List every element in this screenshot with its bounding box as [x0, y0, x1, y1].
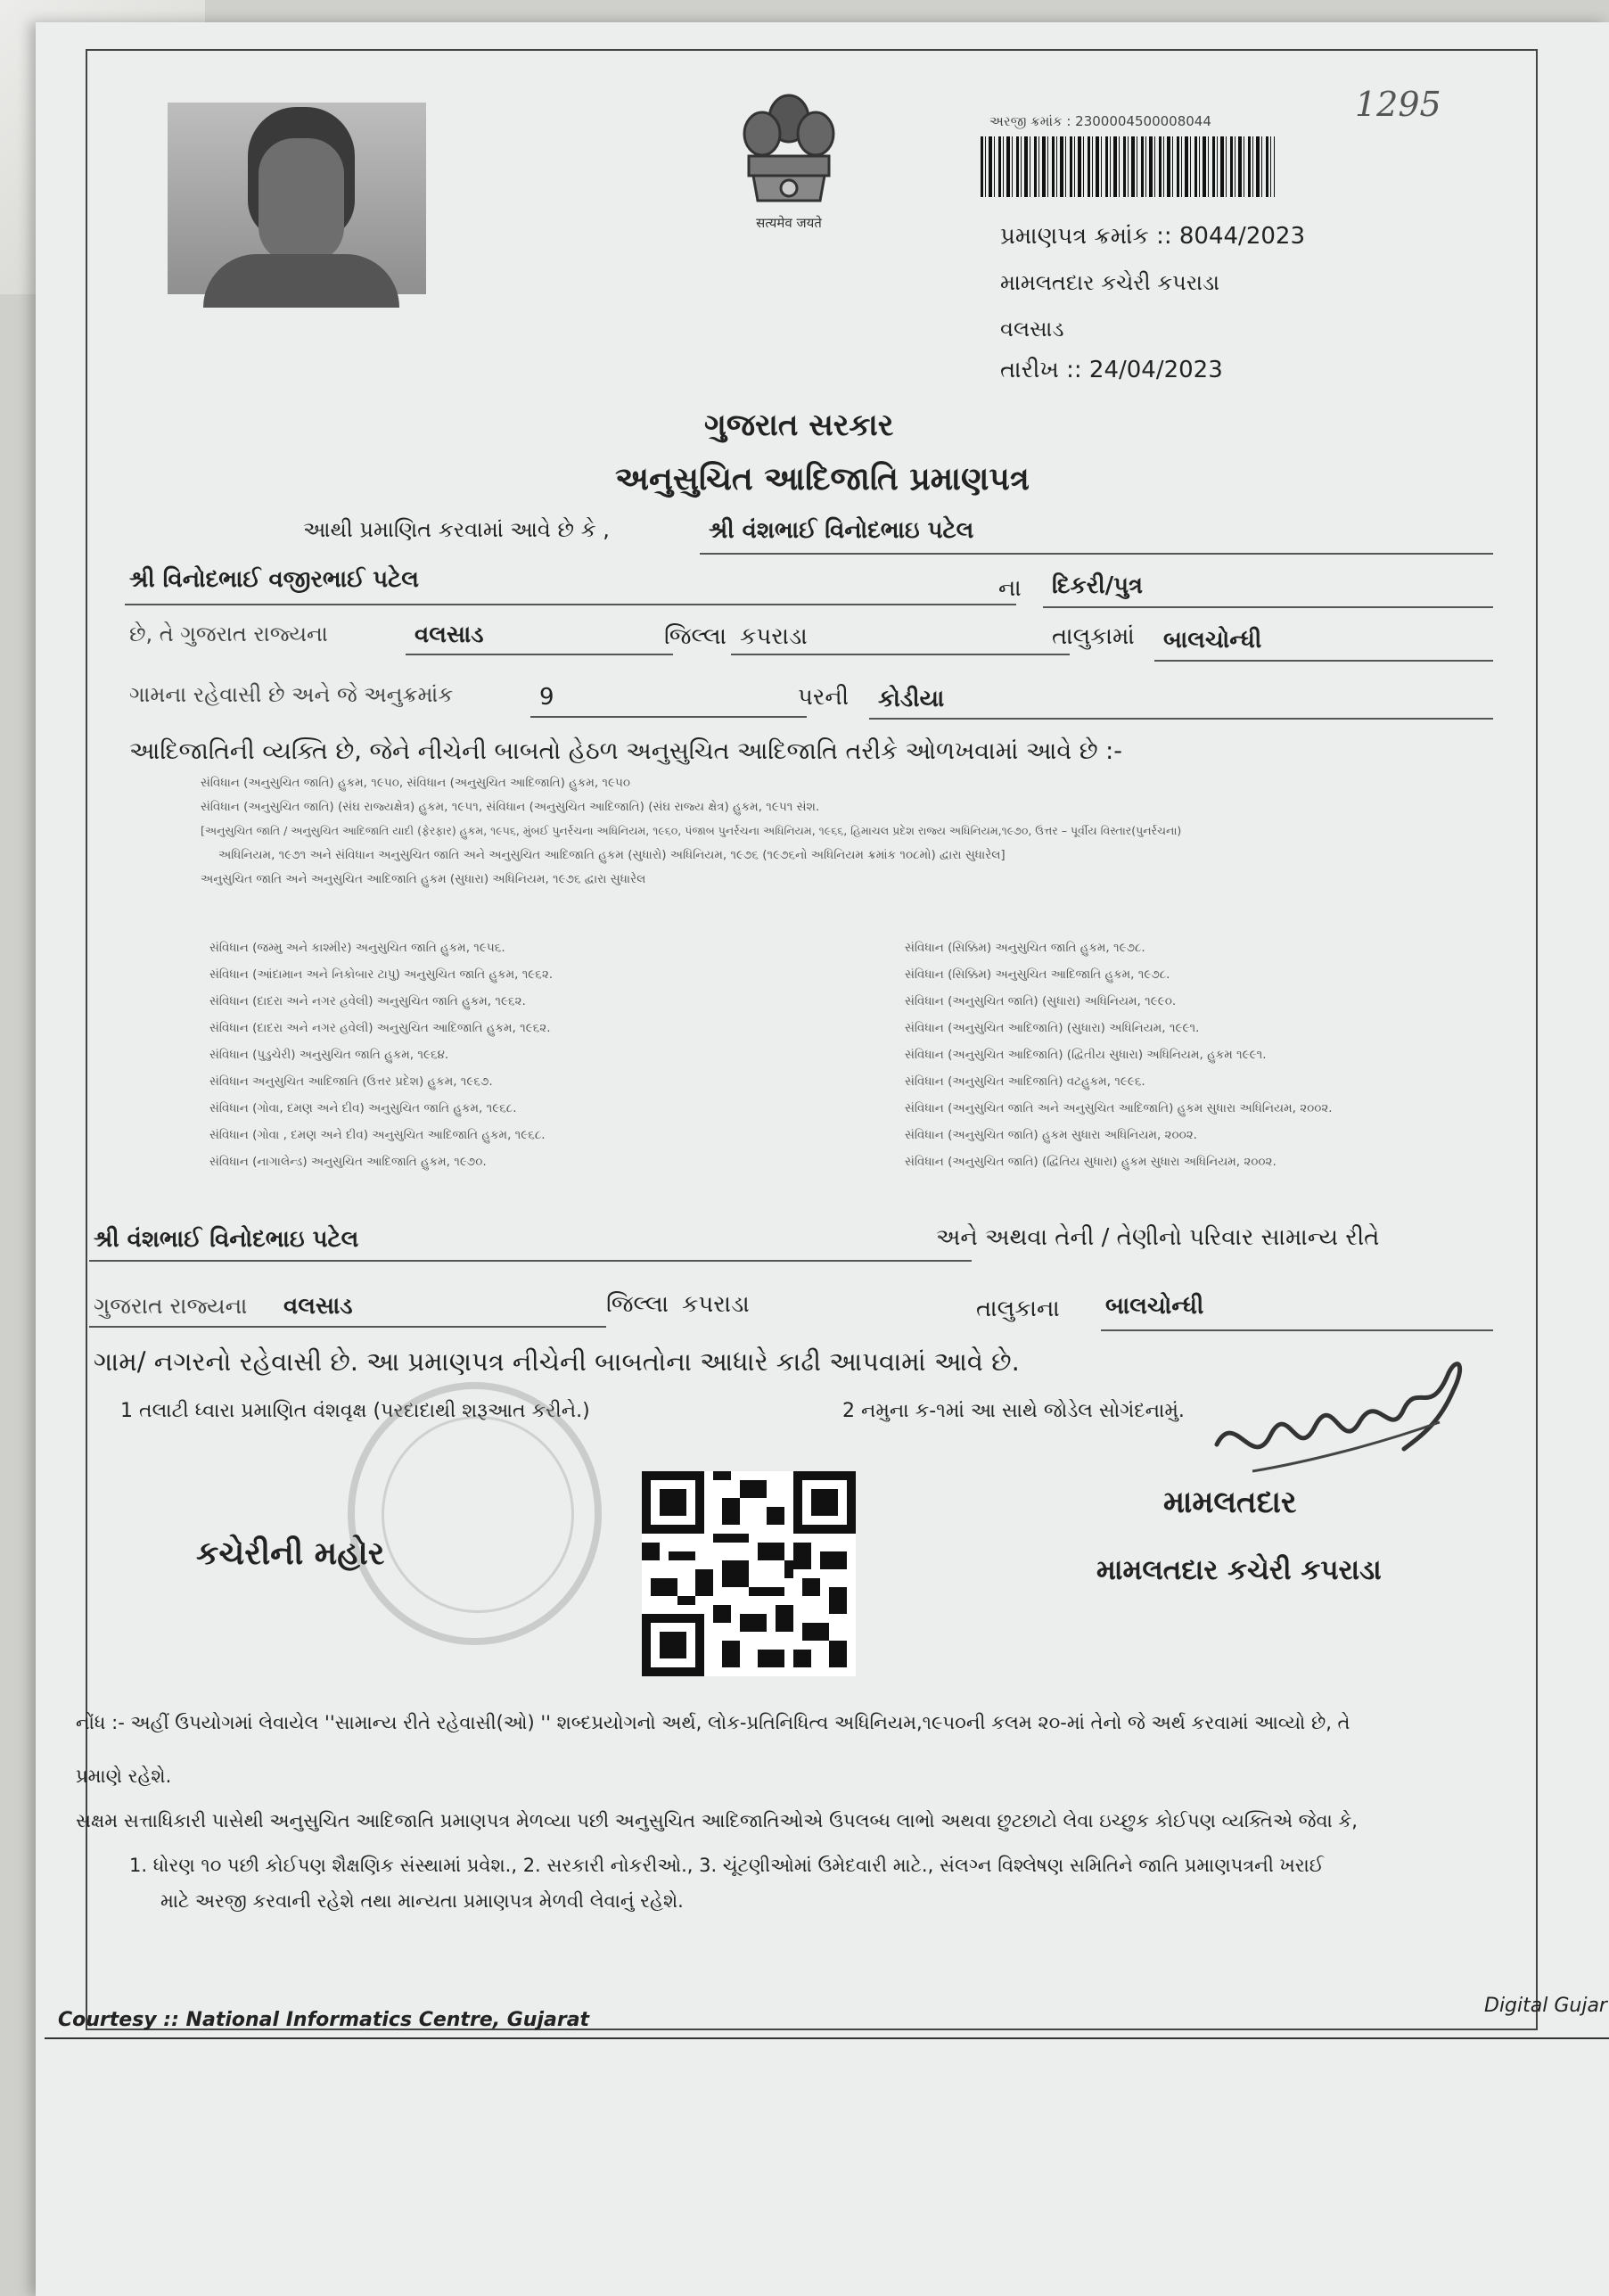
on-text: પરની [798, 684, 850, 711]
village-value: બાલચોન્ધી [1163, 627, 1262, 654]
order-left-item: સંવિધાન અનુસુચિત આદિજાતિ (ઉત્તર પ્રદેશ) હુકમ, ૧૯૬૭. [209, 1074, 493, 1089]
issue-date: તારીખ :: 24/04/2023 [1000, 357, 1223, 383]
courtesy-footer: Courtesy :: National Informatics Centre, Gujarat [58, 2009, 590, 2031]
national-emblem-icon [731, 85, 847, 245]
basis-item-2: 2 નમુના ક-૧માં આ સાથે જોડેલ સોગંદનામું. [842, 1400, 1185, 1422]
taluka-label: તાલુકામાં [1052, 623, 1135, 650]
recognition-text: આદિજાતિની વ્યક્તિ છે, જેને નીચેની બાબતો હેઠળ અનુસુચિત આદિજાતિ તરીકે ઓળખવામાં આવે છે :- [129, 737, 1123, 765]
basis-text: ગામ/ નગરનો રહેવાસી છે. આ પ્રમાણપત્ર નીચેની બાબતોના આધારે કાઢી આપવામાં આવે છે. [94, 1346, 1020, 1377]
certificate-paper [36, 22, 1609, 2296]
taluka-value: કપરાડા [740, 623, 808, 650]
residence-district-label: જિલ્લા [606, 1291, 669, 1318]
office-seal [348, 1382, 602, 1645]
note-usual-resident: નોંધ :- અહીં ઉપયોગમાં લેવાયેલ ''સામાન્ય રીતે રહેવાસી(ઓ) '' શબ્દપ્રયોગનો અર્થ, લોક-પ્રતિનિધિત્વ અધિનિયમ,૧૯૫૦ની કલમ ૨૦-માં તેનો જે અર્થ કરવામાં આવ્યો છે, તે [76, 1712, 1350, 1733]
signatory-designation: મામલતદાર [1163, 1485, 1297, 1520]
order-left-item: સંવિધાન (ગોવા , દમણ અને દીવ) અનુસુચિત આદિજાતિ હુકમ, ૧૯૬૮. [209, 1128, 546, 1142]
order-right-item: સંવિધાન (અનુસુચિત જાતિ) (સુધારા) અધિનિયમ, ૧૯૯૦. [905, 994, 1177, 1008]
certificate-number: પ્રમાણપત્ર ક્રમાંક :: 8044/2023 [1000, 223, 1305, 250]
note-purposes-end: માટે અરજી કરવાની રહેશે તથા માન્યતા પ્રમાણપત્ર મેળવી લેવાનું રહેશે. [160, 1890, 684, 1912]
order-left-item: સંવિધાન (દાદરા અને નગર હવેલી) અનુસુચિત જાતિ હુકમ, ૧૯૬૨. [209, 994, 526, 1008]
family-text: અને અથવા તેની / તેણીનો પરિવાર સામાન્ય રીતે [936, 1224, 1380, 1251]
tribe-name: કોડીયા [878, 686, 945, 712]
residence-village: બાલચોન્ધી [1105, 1293, 1204, 1320]
issuing-district: વલસાડ [1000, 317, 1064, 342]
order-right-item: સંવિધાન (અનુસુચિત જાતિ અને અનુસુચિત આદિજાતિ) હુકમ સુધારા અધિનિયમ, ૨૦૦૨. [905, 1101, 1333, 1115]
order-left-item: સંવિધાન (આંદામાન અને નિકોબાર ટાપુ) અનુસુચિત જાતિ હુકમ, ૧૯૬૨. [209, 967, 554, 982]
order-right-item: સંવિધાન (અનુસુચિત આદિજાતિ) (સુધારા) અધિનિયમ, ૧૯૯૧. [905, 1021, 1200, 1035]
handwritten-number: 1295 [1355, 85, 1441, 124]
of-text: ના [998, 575, 1022, 602]
order-line: સંવિધાન (અનુસુચિત જાતિ) (સંઘ રાજ્યક્ષેત્ર) હુકમ, ૧૯૫૧, સંવિધાન (અનુસુચિત આદિજાતિ) (સંઘ રાજ્ય ક્ષેત્ર) હુકમ, ૧૯૫૧ સંશ. [201, 800, 820, 814]
order-right-item: સંવિધાન (અનુસુચિત જાતિ) (દ્વિતિય સુધારા) હુકમ સુધારા અધિનિયમ, ૨૦૦૨. [905, 1155, 1277, 1169]
serial-number: 9 [539, 684, 554, 711]
father-name: શ્રી વિનોદભાઈ વજીરભાઈ પટેલ [129, 566, 419, 593]
order-line: [અનુસુચિત જાતિ / અનુસુચિત આદિજાતિ યાદી (ફેરફાર) હુકમ, ૧૯૫૬, મુંબઈ પુનર્રચના અધિનિયમ, ૧૯૬૦, પંજાબ પુનર્રચના અધિનિયમ, ૧૯૬૬, હિમાચલ પ્રદેશ રાજ્ય અધિનિયમ,૧૯૭૦, ઉત્તર – પૂર્વીય વિસ્તાર(પુનર્રચના) [201, 824, 1182, 837]
certificate-title: અનુસુચિત આદિજાતિ પ્રમાણપત્ર [615, 461, 1030, 498]
order-left-item: સંવિધાન (પુડુચેરી) અનુસુચિત જાતિ હુકમ, ૧૯૬૪. [209, 1048, 449, 1062]
relation: દિકરી/પુત્ર [1052, 572, 1144, 599]
residence-taluka: કપરાડા [682, 1291, 750, 1318]
residence-district: વલસાડ [283, 1293, 353, 1320]
seal-label: કચેરીની મહોર [196, 1535, 385, 1572]
order-right-item: સંવિધાન (અનુસુચિત આદિજાતિ) વટહુકમ, ૧૯૯૬. [905, 1074, 1145, 1089]
order-line: અનુસુચિત જાતિ અને અનુસુચિત આદિજાતિ હુકમ (સુધારા) અધિનિયમ, ૧૯૭૬ દ્વારા સુધારેલ [201, 872, 646, 886]
resident-text: ગામના રહેવાસી છે અને જે અનુક્રમાંક [129, 682, 454, 707]
order-left-item: સંવિધાન (નાગાલેન્ડ) અનુસુચિત આદિજાતિ હુકમ, ૧૯૭૦. [209, 1155, 487, 1169]
residence-taluka-label: તાલુકાના [976, 1296, 1060, 1322]
order-right-item: સંવિધાન (સિક્કિમ) અનુસુચિત આદિજાતિ હુકમ, ૧૯૭૮. [905, 967, 1170, 982]
district-value: વલસાડ [415, 621, 484, 648]
residence-holder-name: શ્રી વંશભાઈ વિનોદભાઇ પટેલ [94, 1226, 359, 1253]
district-label: જિલ્લા [664, 623, 727, 650]
holder-name: શ્રી વંશભાઈ વિનોદભાઇ પટેલ [709, 517, 974, 544]
government-title: ગુજરાત સરકાર [704, 407, 894, 443]
holder-photo [168, 103, 426, 294]
certify-text: આથી પ્રમાણિત કરવામાં આવે છે કે , [303, 517, 610, 542]
note-eligibility: સક્ષમ સત્તાધિકારી પાસેથી અનુસુચિત આદિજાતિ પ્રમાણપત્ર મેળવ્યા પછી અનુસુચિત આદિજાતિઓએ ઉપલબ્ધ લાભો અથવા છુટછાટો લેવા ઇચ્છુક કોઈપણ વ્યક્તિએ જેવા કે, [76, 1810, 1358, 1831]
order-left-item: સંવિધાન (જમ્મુ અને કાશ્મીર) અનુસુચિત જાતિ હુકમ, ૧૯૫૬. [209, 941, 505, 955]
residence-state-text: ગુજરાત રાજ્યના [94, 1293, 248, 1319]
application-number: અરજી ક્રમાંક : 2300004500008044 [989, 113, 1211, 129]
note-usual-resident-end: પ્રમાણે રહેશે. [76, 1765, 172, 1787]
issuing-office: મામલતદાર કચેરી કપરાડા [1000, 270, 1220, 295]
barcode [981, 136, 1275, 197]
signatory-office: મામલતદાર કચેરી કપરાડા [1096, 1554, 1382, 1586]
order-right-item: સંવિધાન (અનુસુચિત જાતિ) હુકમ સુધારા અધિનિયમ, ૨૦૦૨. [905, 1128, 1197, 1142]
order-left-item: સંવિધાન (દાદરા અને નગર હવેલી) અનુસુચિત આદિજાતિ હુકમ, ૧૯૬૨. [209, 1021, 551, 1035]
basis-item-1: 1 તલાટી ધ્વારા પ્રમાણિત વંશવૃક્ષ (પરદાદાથી શરૂઆત કરીને.) [120, 1400, 590, 1422]
officer-signature [1199, 1337, 1475, 1489]
order-line: સંવિધાન (અનુસુચિત જાતિ) હુકમ, ૧૯૫૦, સંવિધાન (અનુસુચિત આદિજાતિ) હુકમ, ૧૯૫૦ [201, 776, 631, 790]
order-left-item: સંવિધાન (ગોવા, દમણ અને દીવ) અનુસુચિત જાતિ હુકમ, ૧૯૬૮. [209, 1101, 517, 1115]
order-right-item: સંવિધાન (અનુસુચિત આદિજાતિ) (દ્વિતીય સુધારા) અધિનિયમ, હુકમ ૧૯૯૧. [905, 1048, 1267, 1062]
digital-gujarat-footer: Digital Gujar [1484, 1995, 1607, 2017]
qr-code [642, 1471, 856, 1676]
order-line: અધિનિયમ, ૧૯૭૧ અને સંવિધાન અનુસુચિત જાતિ અને અનુસુચિત આદિજાતિ હુકમ (સુધારો) અધિનિયમ, ૧૯૭૬ (૧૯૭૬નો અધિનિયમ ક્રમાંક ૧૦૮મો) દ્વારા સુધારેલ] [218, 848, 1006, 862]
note-purposes: 1. ધોરણ ૧૦ પછી કોઈપણ શૈક્ષણિક સંસ્થામાં પ્રવેશ., 2. સરકારી નોકરીઓ., 3. ચૂંટણીઓમાં ઉમેદવારી માટે., સંલગ્ન વિશ્લેષણ સમિતિને જાતિ પ્રમાણપત્રની ખરાઈ [129, 1855, 1324, 1876]
emblem-motto: सत्यमेव जयते [756, 215, 822, 231]
order-right-item: સંવિધાન (સિક્કિમ) અનુસુચિત જાતિ હુકમ, ૧૯૭૮. [905, 941, 1145, 955]
state-text: છે, તે ગુજરાત રાજ્યના [129, 621, 328, 646]
